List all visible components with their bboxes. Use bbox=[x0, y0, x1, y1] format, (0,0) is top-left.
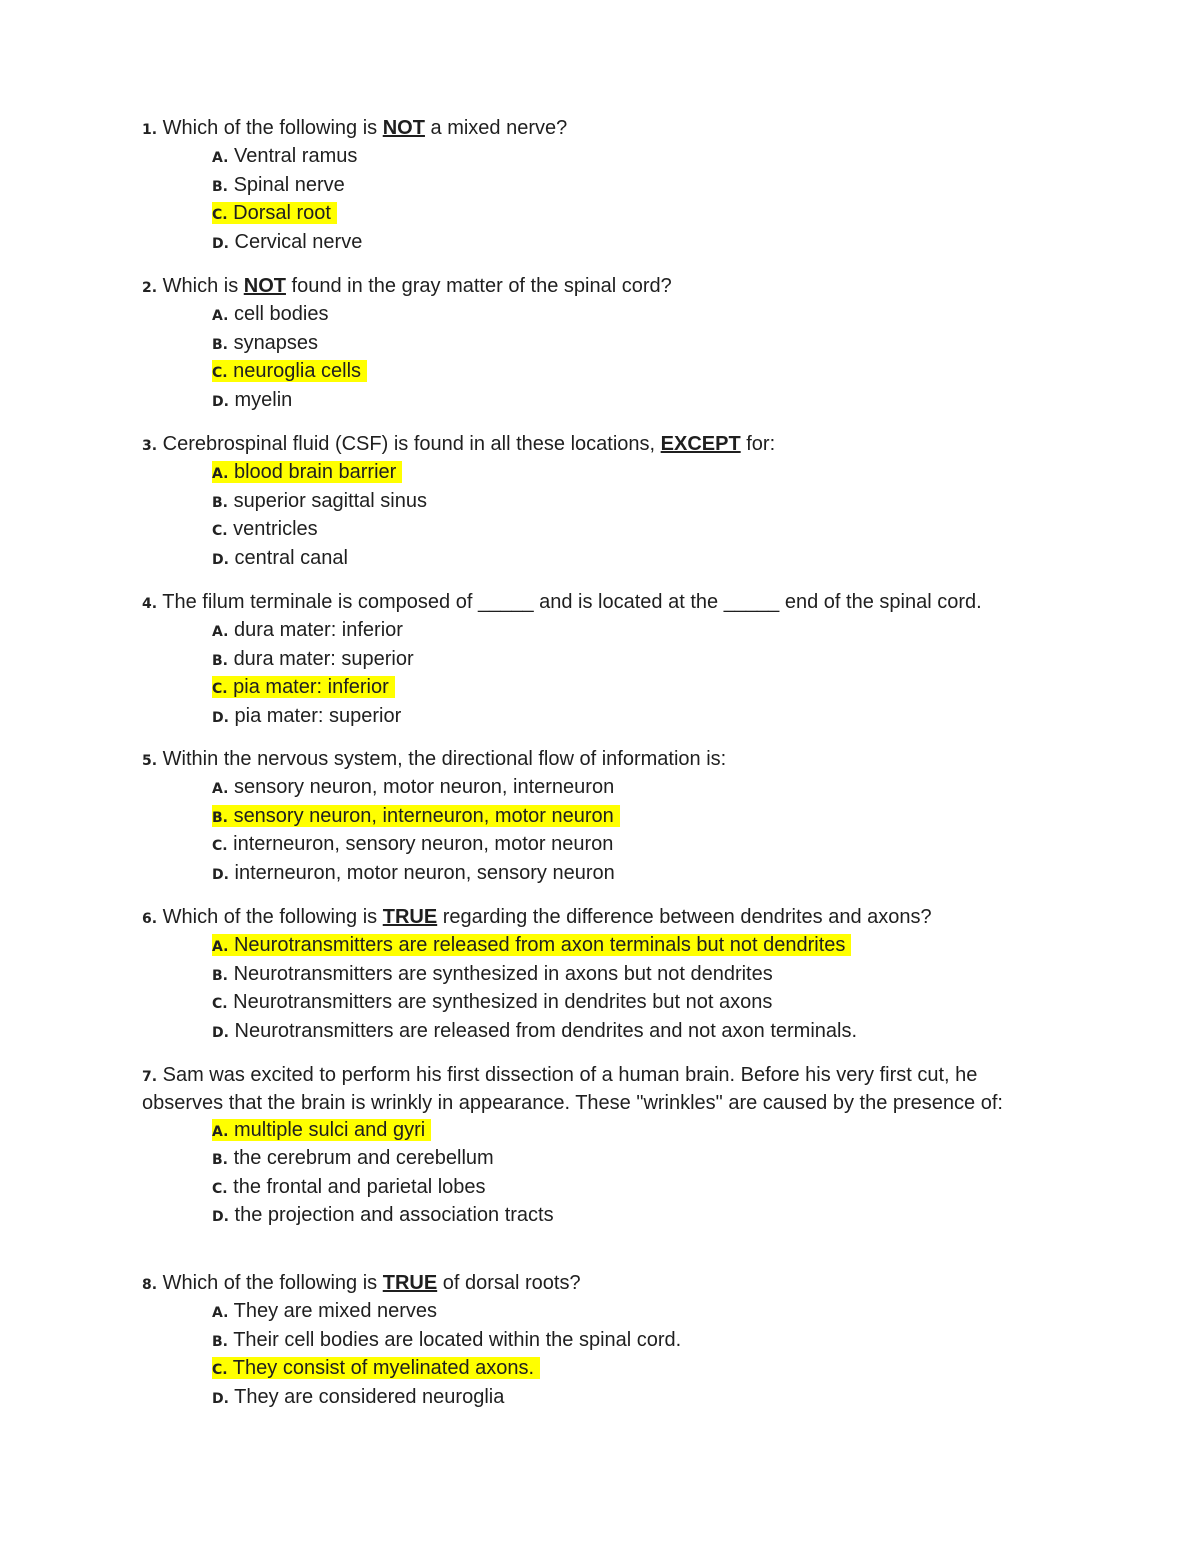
question-number: 7. bbox=[142, 1069, 158, 1085]
option-c bbox=[212, 200, 1062, 228]
answer-highlight: C. pia mater: inferior bbox=[212, 676, 395, 698]
question-stem: 2. Which is NOT found in the gray matter of the spinal cord? bbox=[142, 275, 672, 297]
option-d: D. They are considered neuroglia bbox=[212, 1385, 505, 1408]
option-a bbox=[212, 459, 1062, 487]
question-1 bbox=[142, 115, 1062, 257]
option-b: B. Their cell bodies are located within the spinal cord. bbox=[212, 1328, 682, 1351]
option-c bbox=[212, 1355, 1062, 1383]
option-a bbox=[212, 932, 1062, 960]
question-number: 4. bbox=[142, 596, 158, 612]
option-c bbox=[212, 674, 1062, 702]
option-d: D. Cervical nerve bbox=[212, 230, 363, 253]
option-c: C. Neurotransmitters are synthesized in dendrites but not axons bbox=[212, 991, 773, 1014]
question-7 bbox=[142, 1062, 1062, 1230]
question-number: 8. bbox=[142, 1277, 158, 1293]
answer-highlight: A. multiple sulci and gyri bbox=[212, 1119, 431, 1141]
option-c bbox=[212, 358, 1062, 386]
option-c: C. interneuron, sensory neuron, motor neuron bbox=[212, 833, 614, 856]
option-d: D. myelin bbox=[212, 388, 293, 411]
question-number: 2. bbox=[142, 280, 158, 296]
option-b: B. Spinal nerve bbox=[212, 173, 345, 196]
option-a: A. cell bodies bbox=[212, 303, 329, 326]
option-b: B. superior sagittal sinus bbox=[212, 489, 427, 512]
answer-highlight: A. blood brain barrier bbox=[212, 461, 402, 483]
question-3 bbox=[142, 431, 1062, 573]
option-b: B. Neurotransmitters are synthesized in axons but not dendrites bbox=[212, 962, 773, 985]
question-4 bbox=[142, 589, 1062, 731]
question-5 bbox=[142, 746, 1062, 888]
keyword: EXCEPT bbox=[660, 433, 741, 455]
option-a: A. They are mixed nerves bbox=[212, 1300, 438, 1323]
option-d: D. central canal bbox=[212, 546, 348, 569]
option-a bbox=[212, 1117, 1062, 1145]
option-a: A. sensory neuron, motor neuron, interneuron bbox=[212, 776, 615, 799]
option-b: B. synapses bbox=[212, 331, 319, 354]
answer-highlight: B. sensory neuron, interneuron, motor neuron bbox=[212, 805, 620, 827]
keyword: NOT bbox=[382, 117, 425, 139]
option-a: A. dura mater: inferior bbox=[212, 619, 403, 642]
question-stem: 1. Which of the following is NOT a mixed nerve? bbox=[142, 117, 568, 139]
option-d: D. the projection and association tracts bbox=[212, 1204, 554, 1227]
question-number: 1. bbox=[142, 122, 158, 138]
question-stem: 5. Within the nervous system, the directional flow of information is: bbox=[142, 748, 727, 770]
question-stem: 8. Which of the following is TRUE of dorsal roots? bbox=[142, 1272, 581, 1294]
option-d: D. interneuron, motor neuron, sensory neuron bbox=[212, 861, 615, 884]
question-stem: 3. Cerebrospinal fluid (CSF) is found in all these locations, EXCEPT for: bbox=[142, 433, 776, 455]
keyword: NOT bbox=[243, 275, 286, 297]
option-d: D. Neurotransmitters are released from dendrites and not axon terminals. bbox=[212, 1019, 858, 1042]
answer-highlight: C. They consist of myelinated axons. bbox=[212, 1357, 540, 1379]
option-b bbox=[212, 803, 1062, 831]
option-d: D. pia mater: superior bbox=[212, 704, 402, 727]
option-a: A. Ventral ramus bbox=[212, 145, 358, 168]
option-c: C. the frontal and parietal lobes bbox=[212, 1175, 486, 1198]
answer-highlight: A. Neurotransmitters are released from axon terminals but not dendrites bbox=[212, 934, 851, 956]
question-stem: 4. The filum terminale is composed of _____ and is located at the _____ end of the spinal cord. bbox=[142, 591, 982, 613]
answer-highlight: C. Dorsal root bbox=[212, 202, 337, 224]
question-number: 6. bbox=[142, 911, 158, 927]
question-8 bbox=[142, 1270, 1062, 1412]
keyword: TRUE bbox=[382, 1272, 438, 1294]
answer-highlight: C. neuroglia cells bbox=[212, 360, 367, 382]
option-b: B. dura mater: superior bbox=[212, 647, 414, 670]
question-stem: 6. Which of the following is TRUE regarding the difference between dendrites and axons? bbox=[142, 906, 932, 928]
question-number: 5. bbox=[142, 753, 158, 769]
question-number: 3. bbox=[142, 438, 158, 454]
question-6 bbox=[142, 904, 1062, 1046]
option-c: C. ventricles bbox=[212, 518, 318, 541]
keyword: TRUE bbox=[382, 906, 438, 928]
option-b: B. the cerebrum and cerebellum bbox=[212, 1147, 494, 1170]
question-2 bbox=[142, 273, 1062, 415]
question-stem: 7. Sam was excited to perform his first dissection of a human brain. Before his very first cut, he observes that the brain is wrinkly in appearance. These "wrinkles" are caused by the presence of: bbox=[142, 1064, 1003, 1115]
